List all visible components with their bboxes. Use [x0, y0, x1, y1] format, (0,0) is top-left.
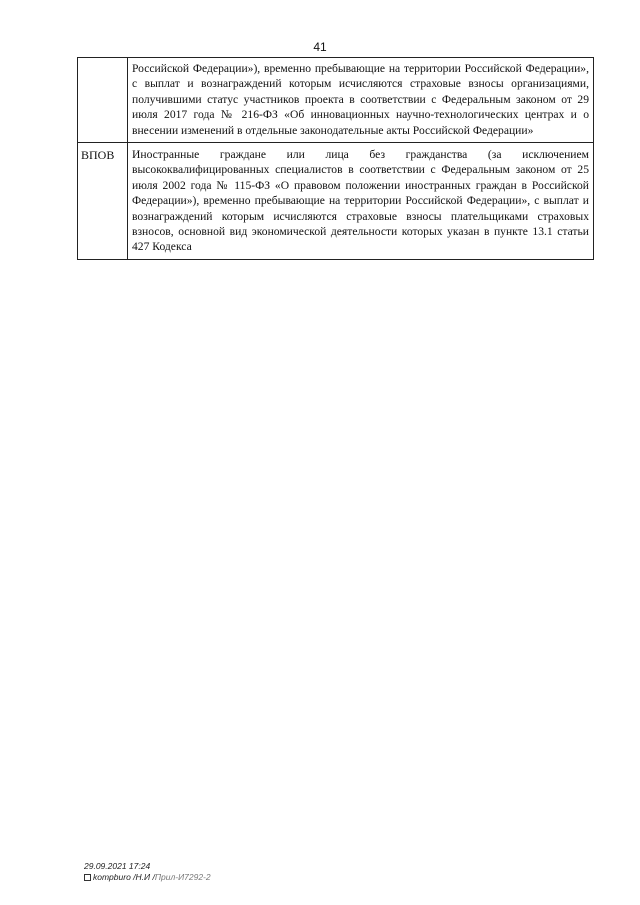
row-code: [78, 58, 128, 143]
page-number: 41: [313, 40, 327, 54]
row-description: Иностранные граждане или лица без гражданства (за исключением высококвалифицированных специалистов в соответствии с Федеральным законом от 25 июля 2002 года № 115-ФЗ «О правовом положении иностранных граждан в Российской Федерации»), временно пребывающие на территории Российской Федерации», с выплат и вознаграждений которым исчисляются страховые взносы плательщиками страховых взносов, основной вид экономической деятельности которых указан в пункте 13.1 статьи 427 Кодекса: [128, 143, 594, 260]
print-doc-ref: Прил-И7292-2: [154, 872, 211, 882]
table-row: [78, 143, 594, 260]
print-footer: [84, 861, 211, 883]
row-code: ВПОВ: [78, 143, 128, 260]
table-row: [78, 58, 594, 143]
print-author: kompburo /Н.И /: [93, 872, 155, 882]
print-author-line: [84, 872, 211, 883]
document-stamp-icon: [84, 874, 91, 881]
document-table: [77, 57, 594, 260]
row-description: Российской Федерации»), временно пребывающие на территории Российской Федерации», с выплат и вознаграждений которым исчисляются страховые взносы организациями, получившими статус участников проекта в соответствии с Федеральным законом от 29 июля 2017 года № 216-ФЗ «Об инновационных научно-технологических центрах и о внесении изменений в отдельные законодательные акты Российской Федерации»: [128, 58, 594, 143]
print-datetime: 29.09.2021 17:24: [84, 861, 151, 871]
